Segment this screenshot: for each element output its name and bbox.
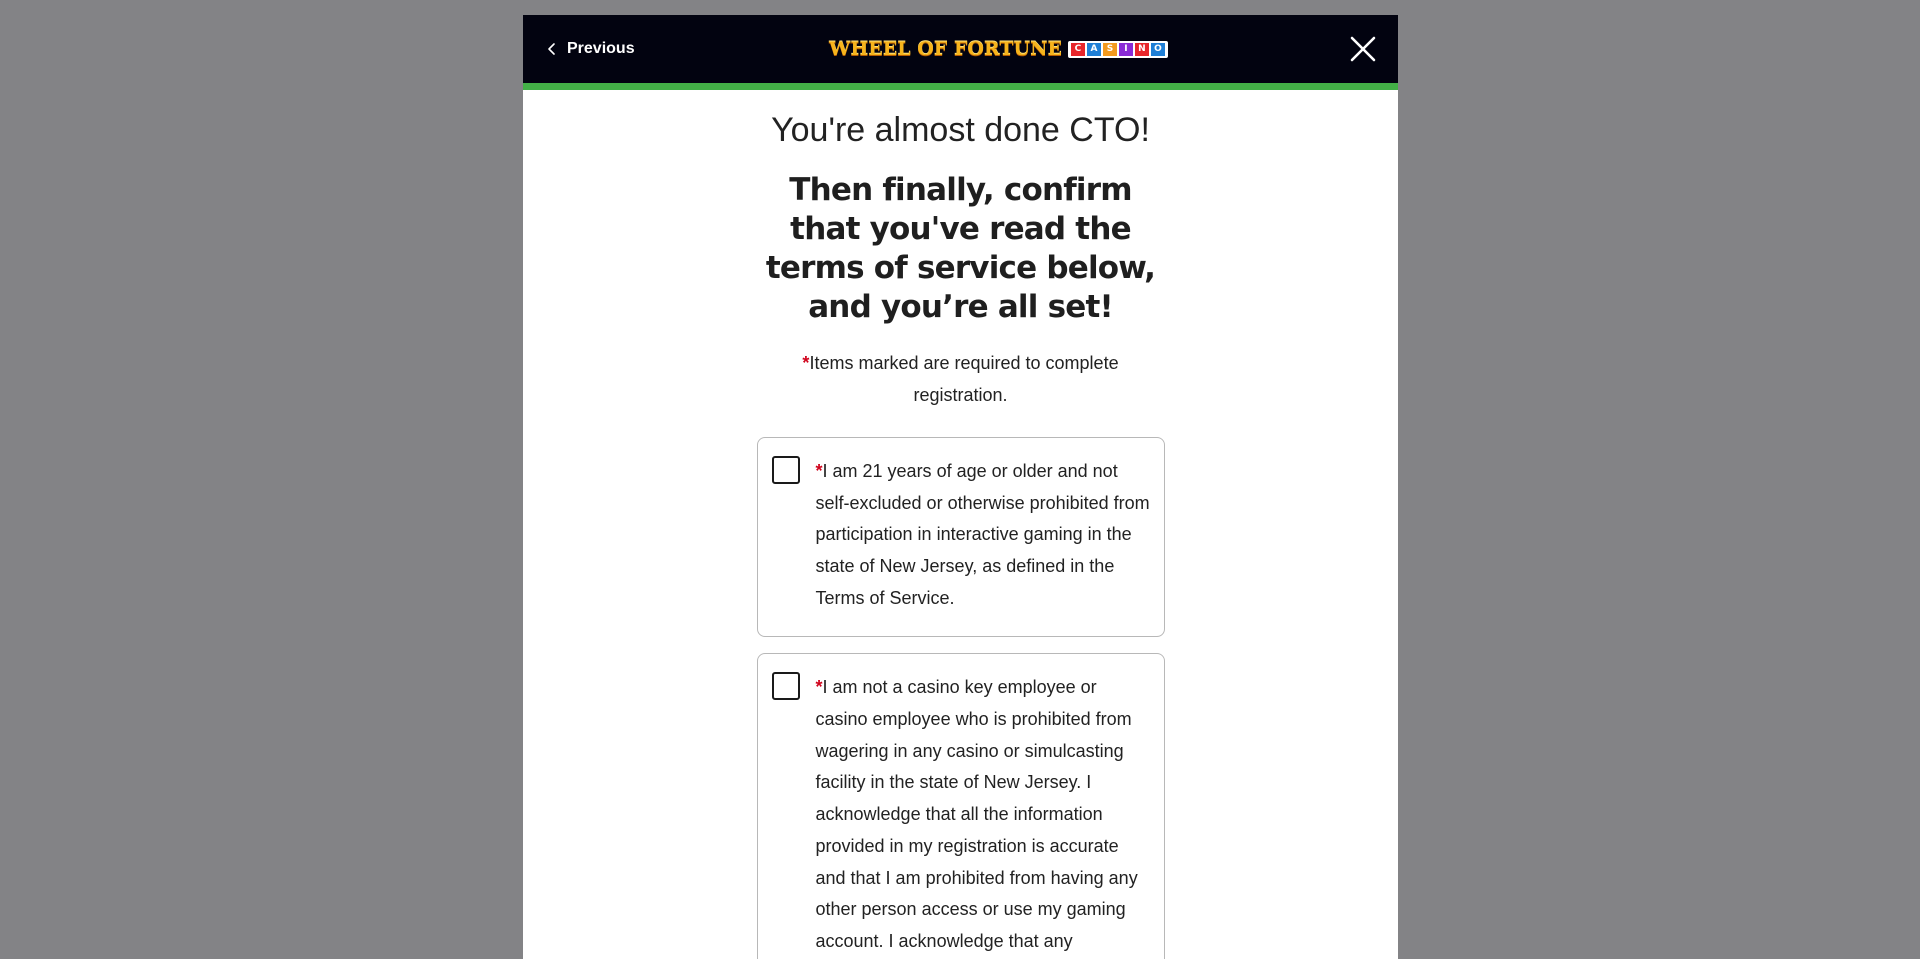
logo-badge-letter: C — [1071, 43, 1085, 56]
employee-confirmation-checkbox[interactable] — [772, 672, 800, 700]
logo-badge-letter: O — [1151, 43, 1165, 56]
age-confirmation-label: I am 21 years of age or older and not self-excluded or otherwise prohibited from participation in interactive gaming in the state of New Jersey, as defined in the Terms of Service. — [815, 460, 1150, 608]
terms-headline: Then finally, confirm that you've read the terms of service below, and you’re all set! — [765, 171, 1156, 325]
age-confirmation-checkbox[interactable] — [772, 456, 800, 484]
chevron-left-icon — [547, 42, 557, 56]
required-asterisk: * — [815, 460, 823, 481]
close-icon — [1348, 51, 1378, 68]
employee-confirmation-text — [816, 672, 1152, 957]
previous-button[interactable] — [547, 15, 635, 83]
modal-content — [523, 90, 1398, 959]
modal-header — [523, 15, 1398, 83]
progress-fill — [523, 83, 1398, 90]
registration-modal — [523, 15, 1398, 959]
required-asterisk: * — [815, 677, 823, 698]
previous-label: Previous — [567, 40, 635, 57]
close-button[interactable] — [1348, 34, 1378, 64]
greeting-title: You're almost done CTO! — [771, 111, 1150, 149]
required-note — [781, 347, 1141, 411]
required-asterisk: * — [802, 352, 810, 373]
registration-progress-bar — [523, 83, 1398, 90]
logo-badge-letter: S — [1103, 43, 1117, 56]
logo-badge-letter: N — [1135, 43, 1149, 56]
logo-casino-badge — [1068, 41, 1168, 58]
logo-badge-letter: I — [1119, 43, 1133, 56]
wheel-of-fortune-casino-logo — [829, 38, 1168, 60]
age-confirmation-text — [816, 456, 1152, 615]
logo-badge-letter: A — [1087, 43, 1101, 56]
employee-confirmation-option[interactable] — [757, 653, 1165, 959]
age-confirmation-option[interactable] — [757, 437, 1165, 638]
required-note-text: Items marked are required to complete registration. — [809, 352, 1119, 405]
employee-confirmation-label: I am not a casino key employee or casino employee who is prohibited from wagering in any casino or simulcasting facility in the state of New Jersey. I acknowledge that all the information provided in my registration is accurate and that I am prohibited from having any other person access or use my gaming account. I acknowledge that any — [815, 677, 1138, 951]
logo-text: WHEEL OF FORTUNE — [829, 38, 1062, 60]
